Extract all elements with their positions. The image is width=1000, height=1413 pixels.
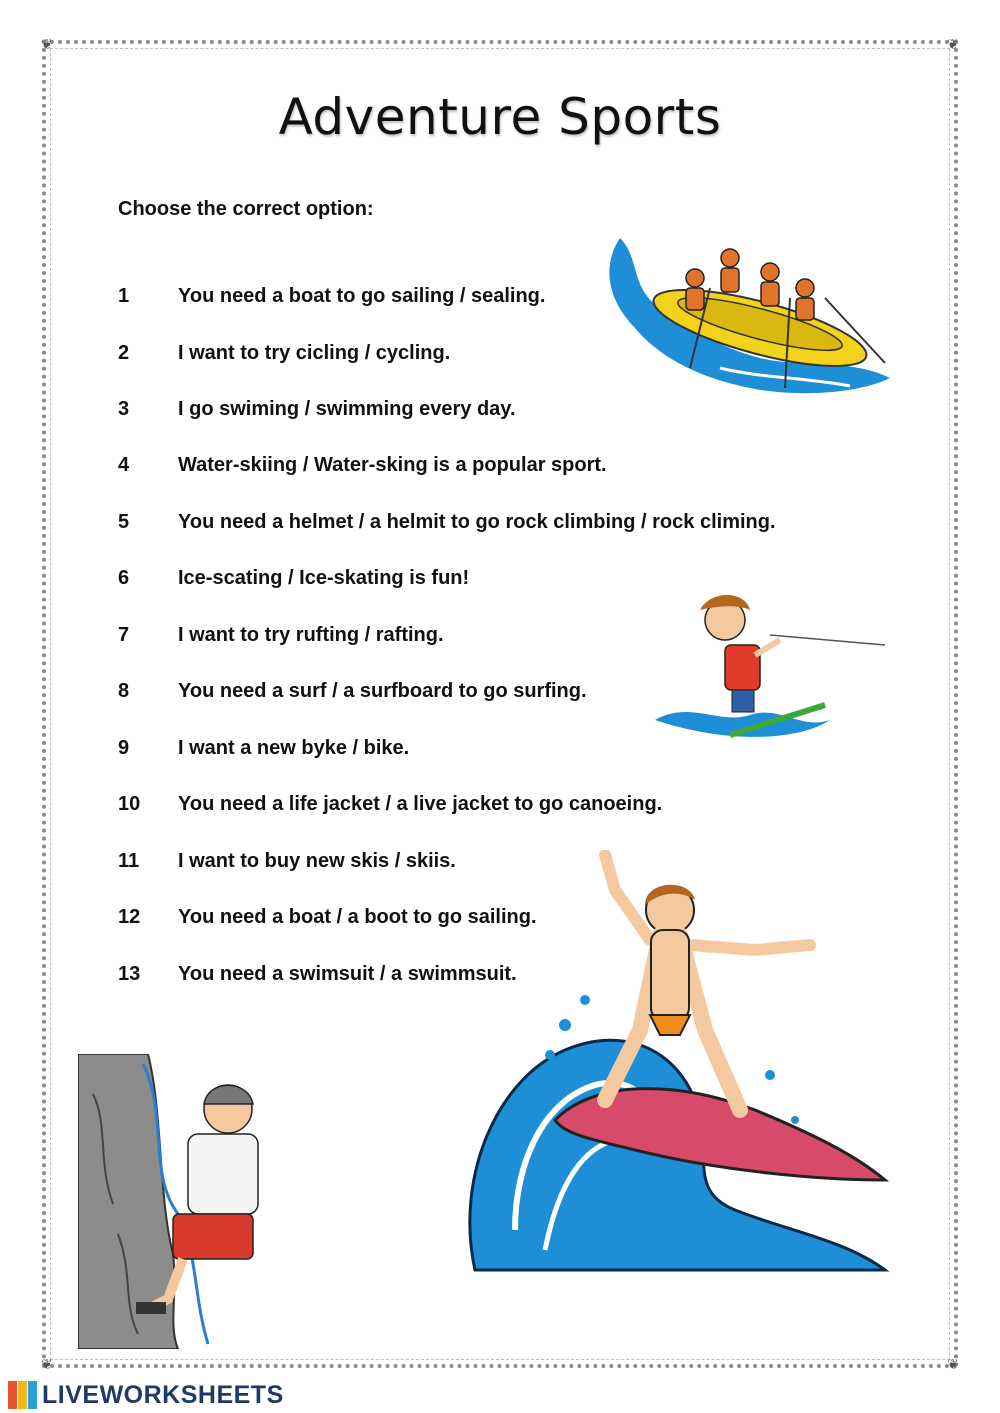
question-text: I want to try cicling / cycling. xyxy=(178,342,451,364)
question-text: I want to try rufting / rafting. xyxy=(178,624,444,646)
footer-brand xyxy=(8,1381,284,1409)
instruction-text: Choose the correct option: xyxy=(118,198,374,220)
surfing-illustration xyxy=(455,850,895,1290)
question-text: Water-skiing / Water-sking is a popular sport. xyxy=(178,454,607,476)
question-text: Ice-scating / Ice-skating is fun! xyxy=(178,567,470,589)
corner-ornament-icon: ❦ xyxy=(947,37,959,53)
rock-climbing-illustration xyxy=(78,1054,268,1349)
question-text: You need a boat to go sailing / sealing. xyxy=(178,285,546,307)
question-number: 9 xyxy=(118,737,130,759)
question-number: 5 xyxy=(118,511,130,533)
question-number: 13 xyxy=(118,963,141,985)
question-item xyxy=(118,511,776,534)
question-number: 10 xyxy=(118,793,141,815)
question-number: 11 xyxy=(118,850,140,872)
question-number: 3 xyxy=(118,398,130,420)
question-item xyxy=(118,567,469,590)
question-item xyxy=(118,624,444,647)
water-skiing-illustration xyxy=(650,590,890,745)
question-text: You need a surf / a surfboard to go surfing. xyxy=(178,680,587,702)
corner-ornament-icon: ❦ xyxy=(41,1357,53,1373)
question-text: I go swiming / swimming every day. xyxy=(178,398,516,420)
question-number: 8 xyxy=(118,680,130,702)
page-title: Adventure Sports xyxy=(278,88,722,146)
question-number: 7 xyxy=(118,624,130,646)
corner-ornament-icon: ❦ xyxy=(41,37,53,53)
question-item xyxy=(118,680,587,703)
question-text: You need a boat / a boot to go sailing. xyxy=(178,906,537,928)
question-item xyxy=(118,285,545,308)
question-item xyxy=(118,398,516,421)
question-text: You need a swimsuit / a swimmsuit. xyxy=(178,963,517,985)
question-number: 6 xyxy=(118,567,130,589)
question-text: You need a helmet / a helmit to go rock climbing / rock climing. xyxy=(178,511,776,533)
question-number: 4 xyxy=(118,454,130,476)
brand-name: LIVEWORKSHEETS xyxy=(42,1380,284,1409)
question-text: I want to buy new skis / skiis. xyxy=(178,850,456,872)
question-number: 1 xyxy=(118,285,130,307)
liveworksheets-logo-icon xyxy=(8,1381,38,1409)
question-text: You need a life jacket / a live jacket to go canoeing. xyxy=(178,793,663,815)
question-number: 12 xyxy=(118,906,141,928)
question-item xyxy=(118,850,456,873)
question-text: I want a new byke / bike. xyxy=(178,737,410,759)
question-item xyxy=(118,793,662,816)
question-number: 2 xyxy=(118,342,130,364)
question-item xyxy=(118,454,607,477)
corner-ornament-icon: ❦ xyxy=(947,1357,959,1373)
question-item xyxy=(118,737,409,760)
rafting-illustration xyxy=(600,228,900,403)
question-item xyxy=(118,342,450,365)
